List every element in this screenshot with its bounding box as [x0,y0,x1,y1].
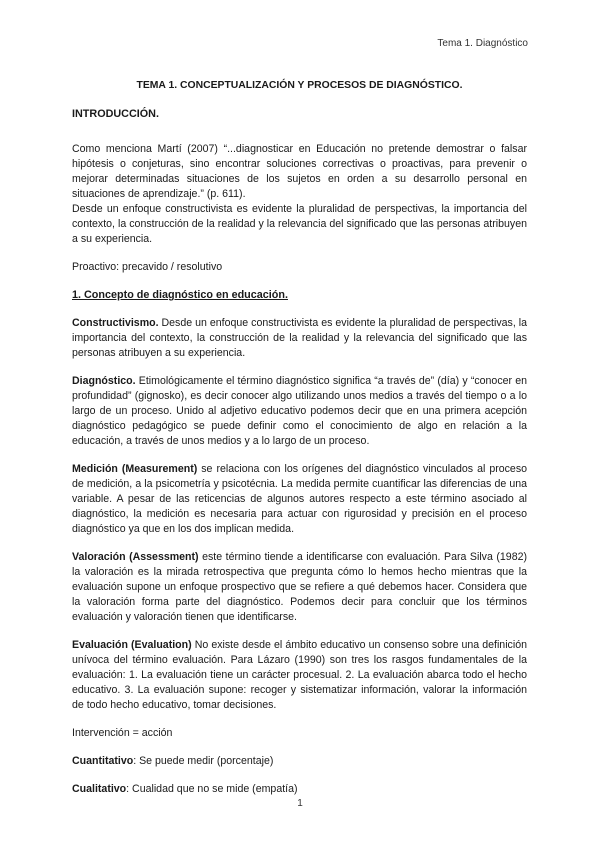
page-content [72,78,527,797]
definition-valoracion [72,550,527,625]
document-title: TEMA 1. CONCEPTUALIZACIÓN Y PROCESOS DE DIAGNÓSTICO. [136,80,463,91]
definition-term: Evaluación (Evaluation) [72,639,192,651]
definition-term: Medición (Measurement) [72,463,198,475]
intro-heading: INTRODUCCIÓN. [72,108,159,120]
definition-evaluacion [72,638,527,713]
definition-text: Desde un enfoque constructivista es evidente la pluralidad de perspectivas, la importancia del contexto, la construcción de la realidad y la relevancia del significado que las personas atribuyen a su experiencia. [72,317,527,359]
definition-text: Etimológicamente el término diagnóstico significa “a través de” (día) y “conocer en profundidad” (gignosko), es decir conocer algo utilizando unos medios a través del tiempo o a lo largo de un proceso. Unido al adjetivo educativo podemos decir que en una primera acepción diagnóstico pedagógico se puede definir como el conocimiento de algo en relación a la educación, a través de unos medios y a lo largo de un proceso. [72,375,527,447]
cuantitativo-text: : Se puede medir (porcentaje) [133,755,274,767]
definition-diagnostico [72,374,527,449]
definition-term: Valoración (Assessment) [72,551,199,563]
definition-text: se relaciona con los orígenes del diagnóstico vinculados al proceso de medición, a la psicometría y psicotécnia. La medida permite cuantificar las diferencias de una variable. A pesar de las reticencias de algunos autores respecto a este término asociado al diagnóstico, la medición es necesaria para actuar con rigurosidad y precisión en el proceso diagnóstico ya que en los dos implican medida. [72,463,528,535]
intro-paragraph-1: Como menciona Martí (2007) “...diagnosticar en Educación no pretende demostrar o falsar hipótesis o conjeturas, sino encontrar soluciones correctivas o proactivas, para prevenir o mejorar determinadas situaciones de los sujetos en orden a su desarrollo personal en situaciones de aprendizaje.” (p. 611). [72,143,527,200]
intro-paragraph-2: Desde un enfoque constructivista es evidente la pluralidad de perspectivas, la importancia del contexto, la construcción de la realidad y la relevancia del significado que las personas atribuyen a su experiencia. [72,203,527,245]
cualitativo-text: : Cualidad que no se mide (empatía) [126,783,298,795]
definition-constructivismo [72,316,527,361]
cuantitativo-term: Cuantitativo [72,755,134,767]
cualitativo-term: Cualitativo [72,783,127,795]
definition-term: Diagnóstico. [72,375,136,387]
page-number: 1 [297,798,303,809]
definition-text: este término tiende a identificarse con evaluación. Para Silva (1982) la valoración es la mirada retrospectiva que pregunta cómo lo hemos hecho mientras que la evaluación supone un enfoque prospectivo que se refiere a qué debemos hacer. Considera que la valoración forma parte del diagnóstico. Podemos decir para concluir que los términos evaluación y valoración tienen que identificarse. [72,551,528,623]
cualitativo-line [72,782,527,797]
intervencion-line: Intervención = acción [72,727,173,739]
running-header: Tema 1. Diagnóstico [437,38,528,49]
definition-term: Constructivismo. [72,317,159,329]
definition-text: No existe desde el ámbito educativo un consenso sobre una definición unívoca del término evaluación. Para Lázaro (1990) son tres los rasgos fundamentales de la evaluación: 1. La evaluación tiene un carácter procesual. 2. La evaluación abarca todo el hecho educativo. 3. La evaluación supone: recoger y sistematizar información, valorar la información de todo hecho educativo, tomar decisiones. [72,639,527,711]
proactivo-line: Proactivo: precavido / resolutivo [72,261,223,273]
section-1-heading: 1. Concepto de diagnóstico en educación. [72,289,288,301]
cuantitativo-line [72,754,527,769]
definition-medicion [72,462,527,537]
